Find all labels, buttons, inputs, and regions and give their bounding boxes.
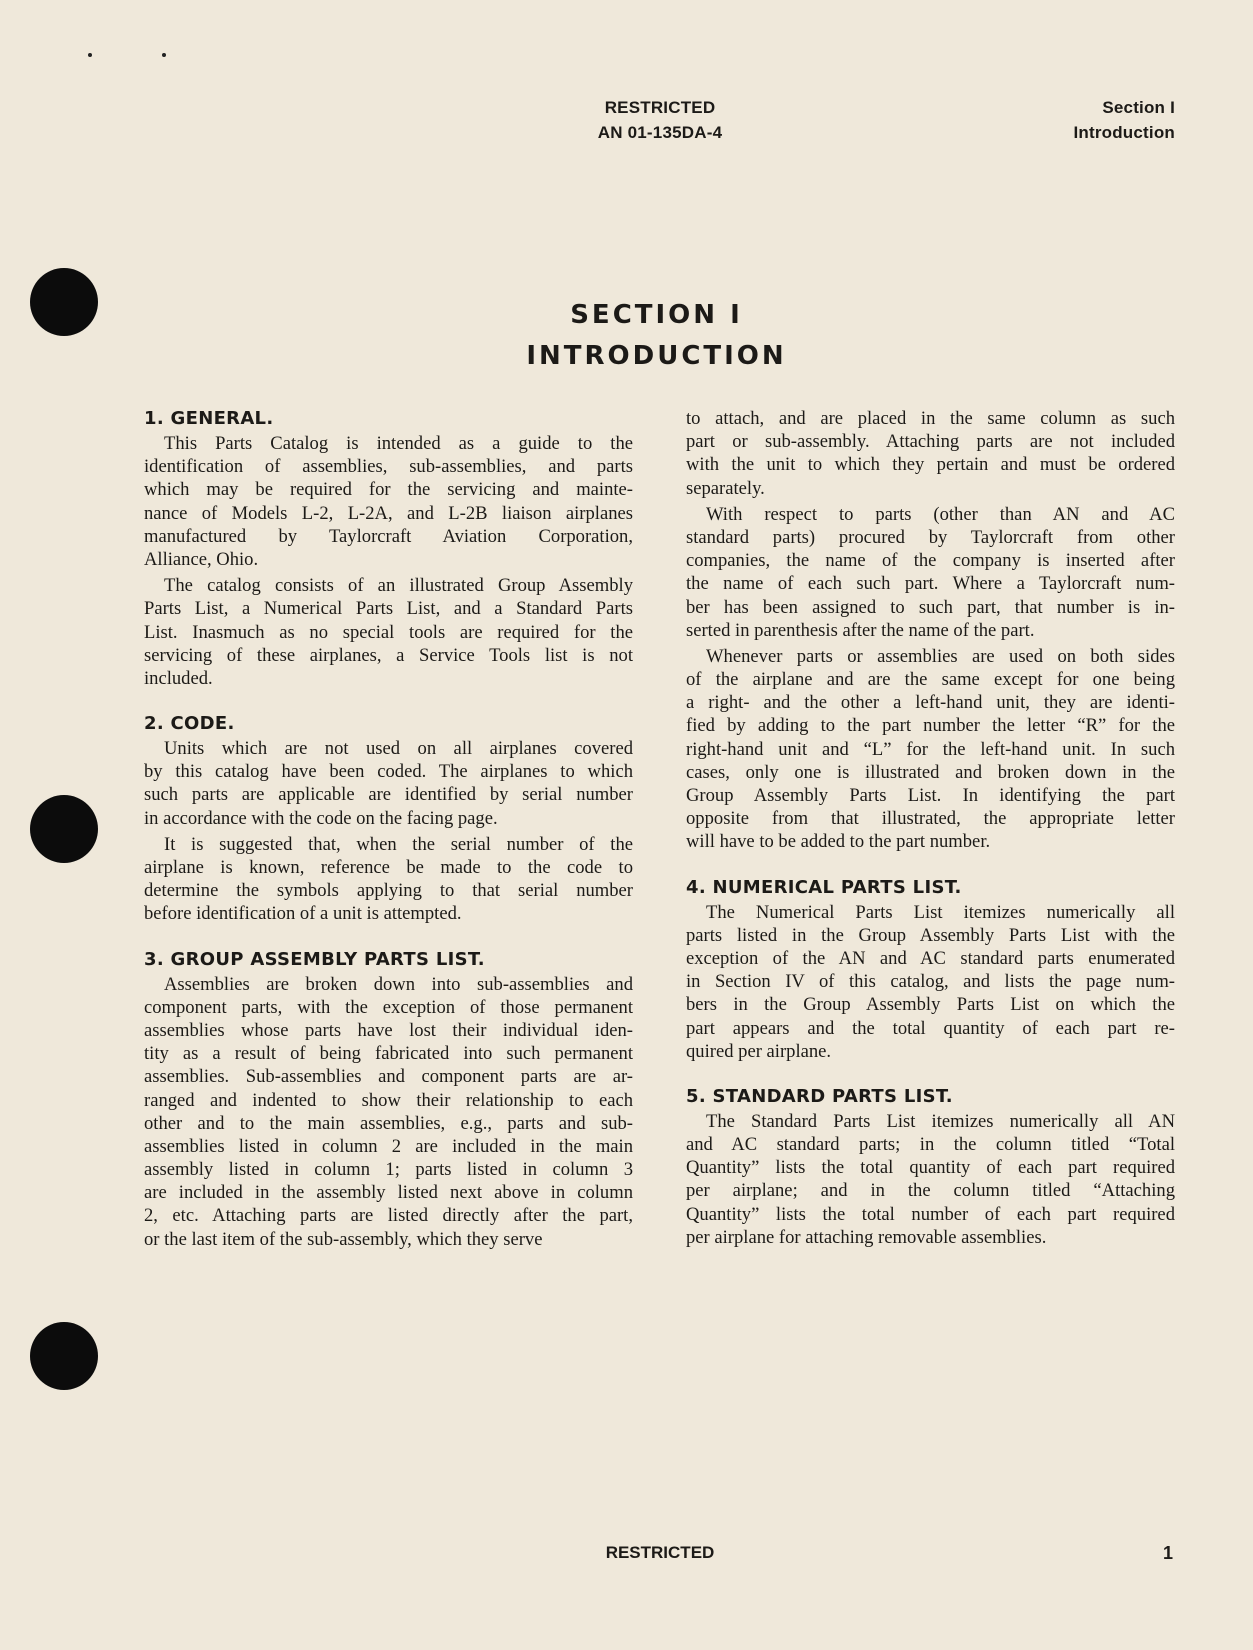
- section-header: [1073, 95, 1175, 145]
- binder-hole: [30, 1322, 98, 1390]
- text-line: part or sub-assembly. Attaching parts are not included: [686, 431, 1175, 453]
- text-line: with the unit to which they pertain and must be ordered: [686, 454, 1175, 476]
- text-line: by this catalog have been coded. The airplanes to which: [144, 761, 633, 783]
- header-section-title: Introduction: [1073, 123, 1175, 142]
- text-line: cases, only one is illustrated and broken down in the: [686, 761, 1175, 783]
- right-column: [686, 407, 1175, 1252]
- paragraph: [144, 737, 633, 830]
- section-subtitle: INTRODUCTION: [526, 341, 787, 371]
- text-line: assemblies whose parts have lost their individual iden-: [144, 1019, 633, 1041]
- text-line: Group Assembly Parts List. In identifying the part: [686, 785, 1175, 806]
- paragraph: [686, 407, 1175, 500]
- header-doc-number: AN 01-135DA-4: [597, 123, 723, 142]
- text-line: before identification of a unit is attempted.: [144, 903, 462, 925]
- section-heading: 2. CODE.: [144, 713, 235, 735]
- text-line: The Standard Parts List itemizes numerically all AN: [706, 1110, 1175, 1132]
- text-line: opposite from that illustrated, the appropriate letter: [686, 808, 1175, 830]
- text-line: tity as a result of being fabricated into such permanent: [144, 1043, 633, 1065]
- scan-speck: [162, 53, 166, 57]
- left-column: [144, 407, 633, 1254]
- text-line: assembly listed in column 1; parts listed in column 3: [144, 1159, 633, 1181]
- text-line: assemblies listed in column 2 are included in the main: [144, 1135, 633, 1157]
- text-line: identification of assemblies, sub-assemblies, and parts: [144, 456, 633, 478]
- text-line: standard parts) procured by Taylorcraft from other: [686, 526, 1175, 548]
- text-line: and AC standard parts; in the column titled “Total: [686, 1134, 1175, 1156]
- paragraph: [144, 973, 633, 1251]
- text-line: quired per airplane.: [686, 1040, 832, 1062]
- paragraph: [686, 645, 1175, 854]
- text-line: ber has been assigned to such part, that number is in-: [686, 596, 1175, 618]
- text-line: Whenever parts or assemblies are used on both sides: [706, 645, 1175, 667]
- text-line: List. Inasmuch as no special tools are required for the: [144, 621, 633, 643]
- text-line: per airplane; and in the column titled “Attaching: [686, 1180, 1175, 1202]
- text-line: It is suggested that, when the serial number of the: [164, 833, 633, 855]
- text-line: Quantity” lists the total number of each part required: [686, 1203, 1175, 1225]
- text-line: are included in the assembly listed next above in column: [144, 1182, 633, 1204]
- text-line: a right- and the other a left-hand unit, they are identi-: [686, 692, 1175, 714]
- paragraph: [144, 574, 633, 690]
- text-line: 2, etc. Attaching parts are listed directly after the part,: [144, 1205, 633, 1227]
- paragraph: [686, 1110, 1175, 1249]
- text-line: assemblies. Sub-assemblies and component parts are ar-: [144, 1066, 633, 1088]
- text-line: serted in parenthesis after the name of the part.: [686, 619, 1035, 641]
- page-number: 1: [1162, 1543, 1173, 1563]
- paragraph: [144, 833, 633, 926]
- running-header: [560, 95, 760, 145]
- text-line: parts listed in the Group Assembly Parts List with the: [686, 924, 1175, 946]
- text-line: exception of the AN and AC standard parts enumerated: [686, 947, 1175, 969]
- section-heading: 5. STANDARD PARTS LIST.: [686, 1085, 953, 1107]
- text-line: Units which are not used on all airplanes covered: [164, 738, 633, 760]
- header-section: Section I: [1102, 98, 1175, 117]
- text-line: per airplane for attaching removable assemblies.: [686, 1226, 1047, 1248]
- text-line: Alliance, Ohio.: [144, 548, 259, 570]
- text-line: to attach, and are placed in the same column as such: [686, 408, 1175, 429]
- text-line: in Section IV of this catalog, and lists the page num-: [686, 971, 1175, 993]
- text-line: determine the symbols applying to that serial number: [144, 880, 633, 902]
- text-line: airplane is known, reference be made to the code to: [144, 857, 633, 878]
- text-line: which may be required for the servicing and mainte-: [144, 479, 633, 501]
- paragraph: [686, 901, 1175, 1063]
- text-line: separately.: [686, 477, 765, 499]
- text-line: of the airplane and are the same except for one being: [686, 669, 1175, 691]
- section-heading: 4. NUMERICAL PARTS LIST.: [686, 876, 962, 898]
- text-line: manufactured by Taylorcraft Aviation Corporation,: [144, 525, 633, 547]
- text-line: Assemblies are broken down into sub-assemblies and: [164, 973, 633, 995]
- text-line: With respect to parts (other than AN and AC: [706, 503, 1175, 525]
- text-line: other and to the main assemblies, e.g., parts and sub-: [144, 1112, 633, 1134]
- section-heading: 3. GROUP ASSEMBLY PARTS LIST.: [144, 948, 485, 970]
- text-line: will have to be added to the part number.: [686, 831, 991, 853]
- header-classification: RESTRICTED: [604, 98, 716, 117]
- text-line: The catalog consists of an illustrated Group Assembly: [164, 575, 633, 597]
- text-line: fied by adding to the part number the letter “R” for the: [686, 715, 1175, 737]
- text-line: in accordance with the code on the facing page.: [144, 807, 498, 829]
- text-line: ranged and indented to show their relationship to each: [144, 1089, 633, 1111]
- text-line: Quantity” lists the total quantity of each part required: [686, 1157, 1175, 1179]
- text-line: the name of each such part. Where a Taylorcraft num-: [686, 573, 1175, 595]
- text-line: companies, the name of the company is inserted after: [686, 550, 1175, 572]
- scan-speck: [88, 53, 92, 57]
- text-line: included.: [144, 667, 213, 689]
- text-line: This Parts Catalog is intended as a guide to the: [164, 433, 633, 454]
- text-line: servicing of these airplanes, a Service Tools list is not: [144, 644, 633, 666]
- section-heading: 1. GENERAL.: [144, 408, 274, 429]
- text-line: bers in the Group Assembly Parts List on which the: [686, 994, 1175, 1016]
- footer-classification: RESTRICTED: [605, 1543, 715, 1562]
- text-line: such parts are applicable are identified by serial number: [144, 784, 633, 806]
- paragraph: [144, 432, 633, 571]
- text-line: component parts, with the exception of those permanent: [144, 996, 633, 1018]
- text-line: nance of Models L-2, L-2A, and L-2B liaison airplanes: [144, 502, 633, 524]
- text-line: The Numerical Parts List itemizes numerically all: [706, 901, 1175, 923]
- text-line: right-hand unit and “L” for the left-hand unit. In such: [686, 738, 1175, 760]
- section-title: SECTION I: [570, 300, 743, 330]
- text-line: or the last item of the sub-assembly, which they serve: [144, 1228, 543, 1250]
- binder-hole: [30, 795, 98, 863]
- text-line: part appears and the total quantity of each part re-: [686, 1017, 1175, 1039]
- text-line: Parts List, a Numerical Parts List, and a Standard Parts: [144, 598, 633, 620]
- paragraph: [686, 503, 1175, 642]
